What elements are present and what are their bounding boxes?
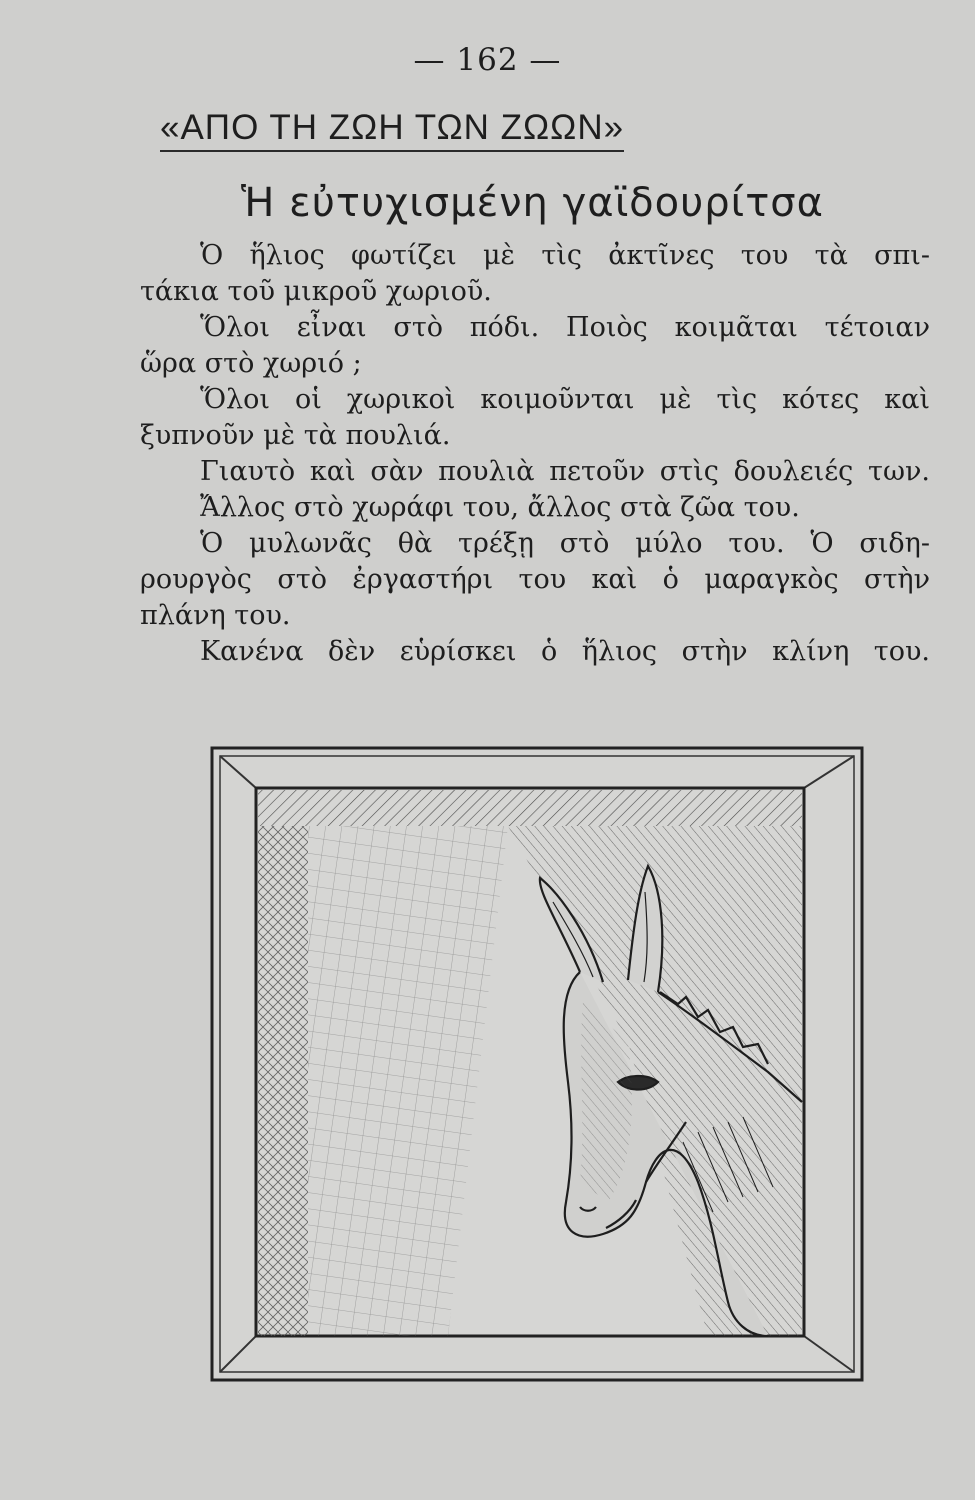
text-line: ρουργὸς στὸ ἐργαστήρι του καὶ ὁ μαραγκὸς στὴν (140, 564, 930, 595)
donkey-illustration (208, 742, 868, 1390)
body-text (140, 238, 930, 670)
text-line: Ὅλοι εἶναι στὸ πόδι. Ποιὸς κοιμᾶται τέτοιαν (200, 312, 930, 343)
text-line: ξυπνοῦν μὲ τὰ πουλιά. (140, 420, 451, 451)
text-line: Ὁ μυλωνᾶς θὰ τρέξῃ στὸ μύλο του. Ὁ σιδη- (200, 528, 930, 559)
text-line: ὥρα στὸ χωριό ; (140, 348, 362, 379)
story-title: Ἡ εὐτυχισμένη γαϊδουρίτσα (241, 180, 824, 226)
text-line: Ὁ ἥλιος φωτίζει μὲ τὶς ἀκτῖνες του τὰ σπι- (200, 240, 930, 271)
text-line: τάκια τοῦ μικροῦ χωριοῦ. (140, 276, 492, 307)
text-line: Γιαυτὸ καὶ σὰν πουλιὰ πετοῦν στὶς δουλειές των. (200, 456, 930, 487)
page-number: — 162 — (413, 42, 562, 78)
section-title: «ΑΠΟ ΤΗ ΖΩΗ ΤΩΝ ΖΩΩΝ» (160, 108, 624, 152)
text-line: Ἄλλος στὸ χωράφι του, ἄλλος στὰ ζῶα του. (200, 492, 800, 523)
text-line: πλάνη του. (140, 600, 291, 631)
text-line: Ὅλοι οἱ χωρικοὶ κοιμοῦνται μὲ τὶς κότες καὶ (200, 384, 930, 415)
text-line: Κανένα δὲν εὑρίσκει ὁ ἥλιος στὴν κλίνη του. (200, 636, 930, 667)
